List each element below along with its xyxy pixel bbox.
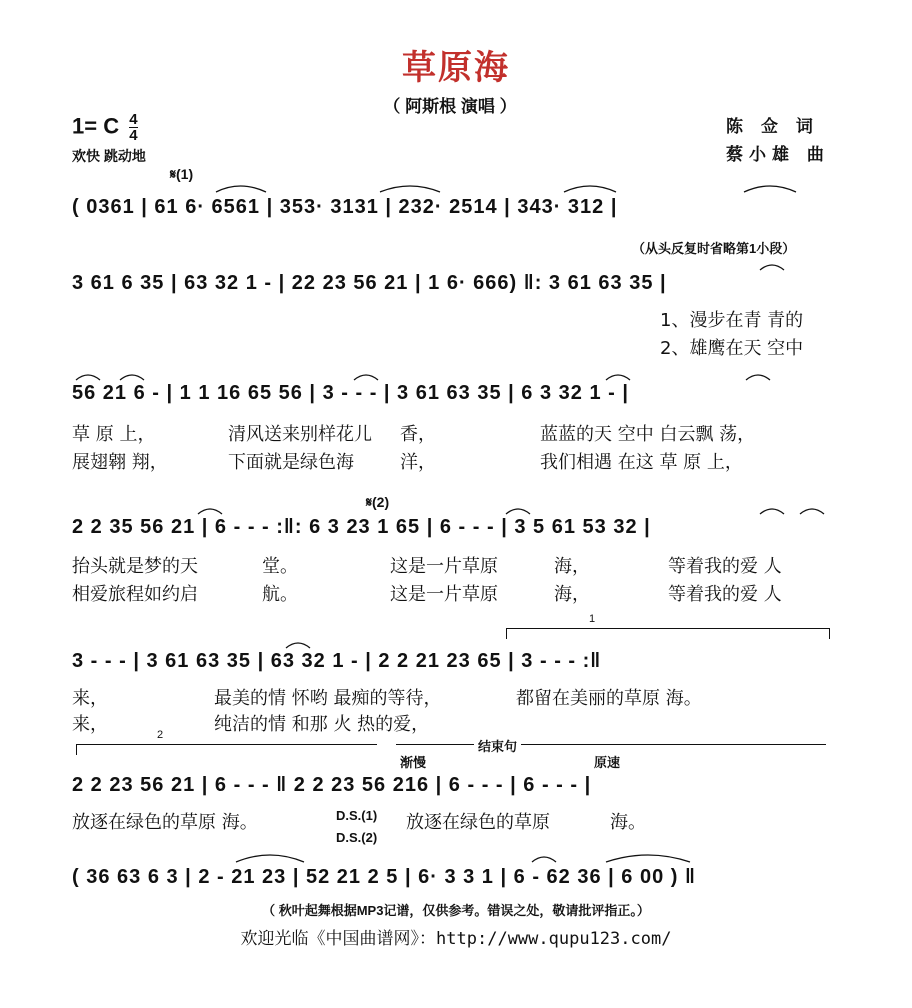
lyric-line3-v1-d: 蓝蓝的天 空中 白云飘 荡， <box>540 424 756 445</box>
lyric-line3-v2-c: 洋， <box>400 452 436 473</box>
lyric-line4-v2-d: 海， <box>554 584 590 605</box>
score-line-2: 3 61 6 35 | 63 32 1 - | 22 23 56 21 | 1 6· 666) ‖: 3 61 63 35 | <box>72 272 667 294</box>
slur-15 <box>286 643 310 648</box>
slur-13 <box>760 509 784 514</box>
slur-12 <box>506 509 530 514</box>
slur-8 <box>354 375 378 380</box>
slur-18 <box>606 855 690 862</box>
tempo-marking: 欢快 跳动地 <box>72 148 146 164</box>
lyric-line4-v1-e: 等着我的爱 人 <box>668 556 782 577</box>
lyric-line4-v1-c: 这是一片草原 <box>390 556 498 577</box>
slur-7 <box>120 375 144 380</box>
lyric-verse2-start: 2、雄鹰在天 空中 <box>660 338 804 359</box>
segno-2-marker: 𝄋(2) <box>366 494 390 510</box>
composer-credit: 蔡小雄 曲 <box>726 145 830 165</box>
site-credit: 欢迎光临《中国曲谱网》：http://www.qupu123.com/ <box>240 929 672 949</box>
slur-10 <box>746 375 770 380</box>
key-label: 1= C <box>72 113 120 139</box>
lyric-line6-b: 放逐在绿色的草原 <box>406 812 550 833</box>
score-line-7: ( 36 63 6 3 | 2 - 21 23 | 52 21 2 5 | 6· 3 3 1 | 6 - 62 36 | 6 00 ) ‖ <box>72 866 696 888</box>
lyric-line3-v2-d: 我们相遇 在这 草 原 上， <box>540 452 743 473</box>
lyric-line4-v2-e: 等着我的爱 人 <box>668 584 782 605</box>
lyric-line5-v1-c: 都留在美丽的草原 海。 <box>516 688 702 709</box>
score-line-6: 2 2 23 56 21 | 6 - - - ‖ 2 2 23 56 216 | 6 - - - | 6 - - - | <box>72 774 592 796</box>
lyric-verse1-start: 1、漫步在青 青的 <box>660 310 804 331</box>
lyric-line3-v1-a: 草 原 上， <box>72 424 156 445</box>
slur-16 <box>236 855 304 862</box>
slowing-marker: 渐慢 <box>400 755 427 770</box>
lyric-line4-v2-a: 相爱旅程如约启 <box>72 584 198 605</box>
score-line-4: 2 2 35 56 21 | 6 - - - :‖: 6 3 23 1 65 | 6 - - - | 3 5 61 53 32 | <box>72 516 651 538</box>
transcriber-note: （ 秋叶起舞根据MP3记谱，仅供参考。错误之处，敬请批评指正。） <box>262 903 650 918</box>
slur-4 <box>744 186 796 192</box>
lyric-line5-v1-b: 最美的情 怀哟 最痴的等待， <box>214 688 442 709</box>
ds2-marker: D.S.(2) <box>336 830 378 845</box>
score-line-1: ( 0361 | 61 6· 6561 | 353· 3131 | 232· 2514 | 343· 312 | <box>72 196 618 218</box>
repeat-note: （从头反复时省略第1小段） <box>632 241 796 256</box>
lyric-line4-v1-a: 抬头就是梦的天 <box>72 556 198 577</box>
lyric-line4-v2-b: 航。 <box>262 584 298 605</box>
lyric-line6-c: 海。 <box>610 812 646 833</box>
lyric-line4-v1-d: 海， <box>554 556 590 577</box>
slur-11 <box>198 509 222 514</box>
slur-5 <box>760 265 784 270</box>
score-line-5: 3 - - - | 3 61 63 35 | 63 32 1 - | 2 2 21 23 65 | 3 - - - :‖ <box>72 650 602 672</box>
lyric-line3-v2-b: 下面就是绿色海 <box>228 452 354 473</box>
lyric-line6-a: 放逐在绿色的草原 海。 <box>72 812 258 833</box>
lyric-line5-v2-a: 来， <box>72 714 108 735</box>
lyric-line3-v2-a: 展翅翱 翔， <box>72 452 168 473</box>
ds1-marker: D.S.(1) <box>336 808 378 823</box>
slur-9 <box>606 375 630 380</box>
original-tempo-marker: 原速 <box>594 755 621 770</box>
slur-2 <box>380 186 440 192</box>
slur-17 <box>532 857 556 862</box>
slur-3 <box>564 186 616 192</box>
second-ending-number: 2 <box>157 729 164 741</box>
slur-14 <box>800 509 824 514</box>
score-line-3: 56 21 6 - | 1 1 16 65 56 | 3 - - - | 3 61 63 35 | 6 3 32 1 - | <box>72 382 629 404</box>
ending-phrase-label: 结束句 <box>474 736 521 755</box>
lyricist-credit: 陈 佥 词 <box>726 117 819 137</box>
lyric-line3-v1-b: 清风送来别样花儿 <box>228 424 372 445</box>
performer-line: （ 阿斯根 演唱 ） <box>383 97 517 116</box>
time-top: 4 <box>129 111 138 128</box>
lyric-line4-v1-b: 堂。 <box>262 556 298 577</box>
time-bottom: 4 <box>129 127 138 144</box>
first-ending-number: 1 <box>589 613 596 625</box>
slur-6 <box>76 375 100 380</box>
slur-1 <box>216 186 266 192</box>
segno-1-marker: 𝄋(1) <box>170 166 194 182</box>
song-title: 草原海 <box>402 48 510 88</box>
lyric-line3-v1-c: 香， <box>400 424 436 445</box>
lyric-line5-v1-a: 来， <box>72 688 108 709</box>
lyric-line4-v2-c: 这是一片草原 <box>390 584 498 605</box>
lyric-line5-v2-b: 纯洁的情 和那 火 热的爱， <box>214 714 430 735</box>
